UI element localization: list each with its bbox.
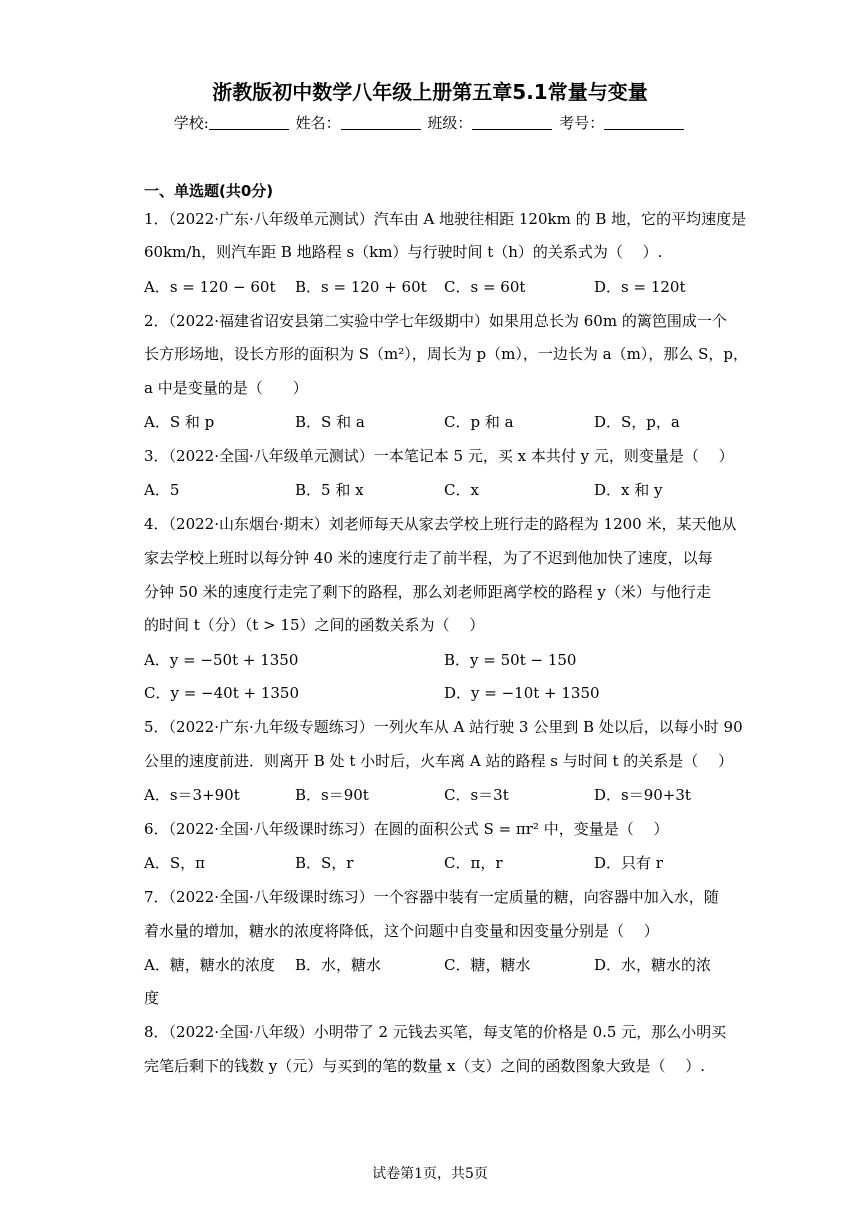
question-4-line-1: 4．（2022·山东烟台·期末）刘老师每天从家去学校上班行走的路程为 1200 米，某天他从 [144, 515, 737, 533]
question-5-line-2: 公里的速度前进．则离开 B 处 t 小时后，火车离 A 站的路程 s 与时间 t 的关系是（ ） [144, 752, 734, 770]
question-2-line-3: a 中是变量的是（ ） [144, 379, 308, 397]
question-3-option-b[interactable]: B．5 和 x [295, 481, 364, 499]
question-1-line-1: 1．（2022·广东·八年级单元测试）汽车由 A 地驶往相距 120km 的 B 地，它的平均速度是 [144, 210, 747, 228]
question-5-line-1: 5．（2022·广东·九年级专题练习）一列火车从 A 站行驶 3 公里到 B 处以后，以每小时 90 [144, 718, 743, 736]
name-label: 姓名： [295, 114, 341, 132]
question-1-option-b[interactable]: B．s = 120 + 60t [295, 278, 427, 296]
question-1-line-2: 60km/h，则汽车距 B 地路程 s（km）与行驶时间 t（h）的关系式为（ ）. [144, 243, 663, 261]
question-1-option-d[interactable]: D．s = 120t [594, 278, 686, 296]
question-7-option-d[interactable]: D．水，糖水的浓 [594, 956, 712, 974]
question-2-option-c[interactable]: C．p 和 a [444, 413, 514, 431]
question-8-line-1: 8．（2022·全国·八年级）小明带了 2 元钱去买笔，每支笔的价格是 0.5 元，那么小明买 [144, 1023, 727, 1041]
school-blank[interactable] [209, 115, 289, 130]
question-2-option-d[interactable]: D．S，p，a [594, 413, 680, 431]
question-2-option-b[interactable]: B．S 和 a [295, 413, 365, 431]
question-4-option-c[interactable]: C．y = −40t + 1350 [144, 684, 300, 702]
class-blank[interactable] [472, 115, 552, 130]
name-blank[interactable] [341, 115, 421, 130]
section-heading: 一、单选题(共0分) [144, 182, 274, 200]
number-label: 考号： [559, 114, 605, 132]
question-6-option-b[interactable]: B．S，r [295, 854, 354, 872]
question-4-option-a[interactable]: A．y = −50t + 1350 [144, 651, 299, 669]
question-4-line-4: 的时间 t（分）（t > 15）之间的函数关系为（ ） [144, 616, 485, 634]
question-6-line-1: 6．（2022·全国·八年级课时练习）在圆的面积公式 S = πr² 中，变量是（ ） [144, 820, 669, 838]
question-1-option-c[interactable]: C．s = 60t [444, 278, 526, 296]
question-7-line-1: 7．（2022·全国·八年级课时练习）一个容器中装有一定质量的糖，向容器中加入水，随 [144, 888, 719, 906]
question-3-option-c[interactable]: C．x [444, 481, 479, 499]
question-4-line-2: 家去学校上班时以每分钟 40 米的速度行走了前半程，为了不迟到他加快了速度，以每 [144, 549, 713, 567]
question-7-option-d-wrap: 度 [144, 989, 160, 1007]
question-5-option-a[interactable]: A．s＝3+90t [144, 786, 240, 804]
question-2-option-a[interactable]: A．S 和 p [144, 413, 215, 431]
question-5-option-d[interactable]: D．s＝90+3t [594, 786, 691, 804]
question-5-option-c[interactable]: C．s＝3t [444, 786, 509, 804]
question-7-line-2: 着水量的增加，糖水的浓度将降低，这个问题中自变量和因变量分别是（ ） [144, 922, 659, 940]
question-8-line-2: 完笔后剩下的钱数 y（元）与买到的笔的数量 x（支）之间的函数图象大致是（ ）. [144, 1057, 706, 1075]
question-3-line-1: 3．（2022·全国·八年级单元测试）一本笔记本 5 元，买 x 本共付 y 元，则变量是（ ） [144, 447, 734, 465]
class-label: 班级： [427, 114, 473, 132]
student-info-row [0, 112, 860, 133]
school-label: 学校: [173, 114, 209, 132]
question-1-option-a[interactable]: A．s = 120 − 60t [144, 278, 276, 296]
question-4-option-b[interactable]: B．y = 50t − 150 [444, 651, 577, 669]
question-7-option-a[interactable]: A．糖，糖水的浓度 [144, 956, 275, 974]
question-2-line-2: 长方形场地，设长方形的面积为 S（m²），周长为 p（m），一边长为 a（m），那么 S，p， [144, 345, 748, 363]
page-footer: 试卷第1页，共5页 [372, 1166, 488, 1182]
question-2-line-1: 2．（2022·福建省诏安县第二实验中学七年级期中）如果用总长为 60m 的篱笆围成一个 [144, 312, 727, 330]
question-7-option-c[interactable]: C．糖，糖水 [444, 956, 531, 974]
question-7-option-b[interactable]: B．水，糖水 [295, 956, 382, 974]
question-6-option-a[interactable]: A．S，π [144, 854, 205, 872]
question-3-option-d[interactable]: D．x 和 y [594, 481, 663, 499]
question-4-line-3: 分钟 50 米的速度行走完了剩下的路程，那么刘老师距离学校的路程 y（米）与他行走 [144, 583, 711, 601]
question-4-option-d[interactable]: D．y = −10t + 1350 [444, 684, 600, 702]
question-5-option-b[interactable]: B．s＝90t [295, 786, 369, 804]
number-blank[interactable] [604, 115, 684, 130]
question-3-option-a[interactable]: A．5 [144, 481, 180, 499]
question-6-option-d[interactable]: D．只有 r [594, 854, 663, 872]
question-6-option-c[interactable]: C．π，r [444, 854, 503, 872]
page-title: 浙教版初中数学八年级上册第五章5.1常量与变量 [212, 80, 648, 104]
